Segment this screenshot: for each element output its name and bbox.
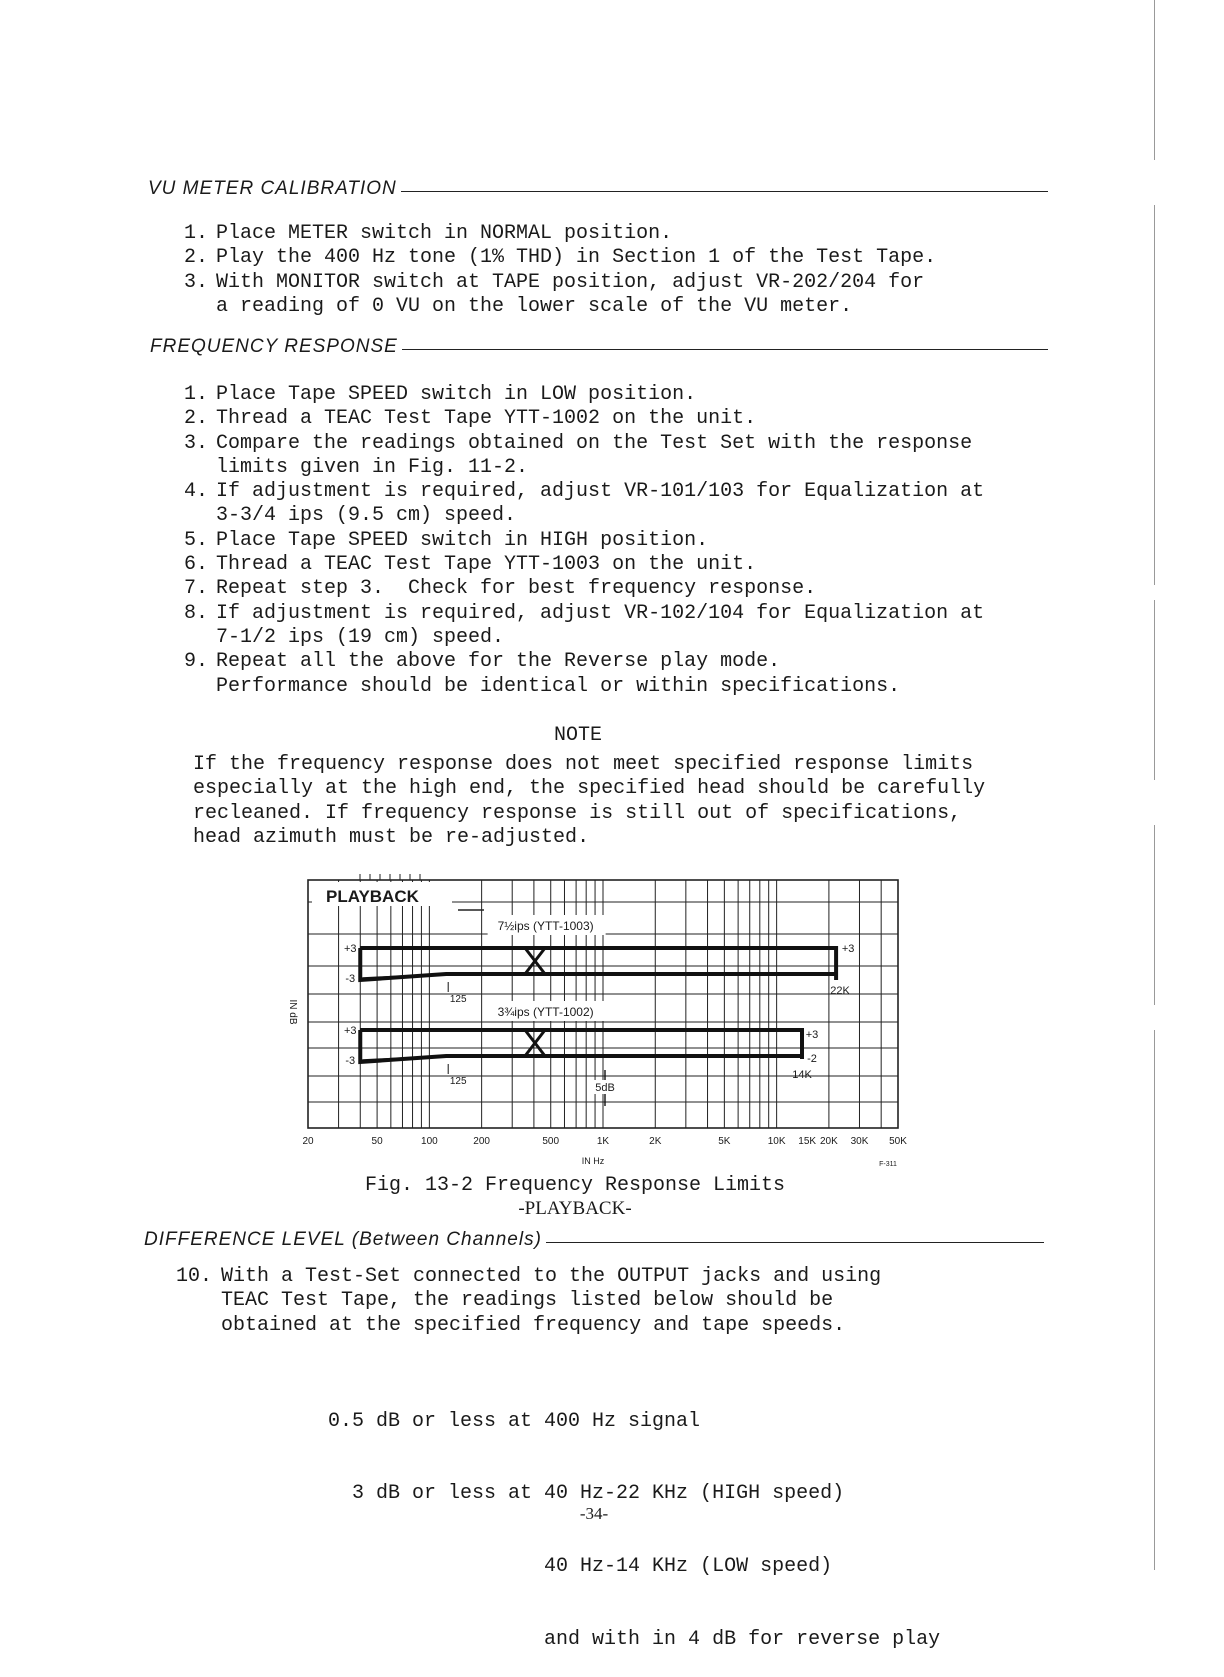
x-tick-label: 20K	[820, 1136, 838, 1147]
item-line: 7-1/2 ips (19 cm) speed.	[216, 625, 505, 649]
item-line: obtained at the specified frequency and tape speeds.	[221, 1313, 846, 1337]
db-label-plus: +3	[343, 1025, 357, 1037]
item-number: 1.	[183, 222, 208, 245]
difference-steps-list	[170, 1265, 1030, 1338]
list-item	[172, 432, 1032, 481]
heading-rule	[546, 1242, 1044, 1243]
item-number: 1.	[183, 383, 208, 406]
list-item	[172, 407, 1032, 431]
list-item	[172, 383, 1032, 407]
figure-caption: Fig. 13-2 Frequency Response Limits	[364, 1174, 786, 1197]
page-number: -34-	[579, 1504, 609, 1523]
item-number: 10.	[175, 1265, 212, 1288]
x-tick-label: 5K	[718, 1136, 731, 1147]
x-tick-label: 50	[371, 1136, 383, 1147]
high-end-label: 22K	[830, 985, 850, 997]
item-line: limits given in Fig. 11-2.	[216, 455, 529, 479]
x-tick-label: 100	[421, 1136, 438, 1147]
note-line: head azimuth must be re-adjusted.	[193, 825, 590, 849]
scale-marker-label: 5dB	[595, 1082, 615, 1094]
item-line: Place Tape SPEED switch in HIGH position.	[216, 528, 709, 552]
item-line: TEAC Test Tape, the readings listed below should be	[221, 1289, 834, 1313]
section-title: VU METER CALIBRATION	[148, 178, 397, 199]
item-number: 7.	[183, 577, 208, 601]
low-corner-label: 125	[449, 994, 467, 1005]
item-line: Compare the readings obtained on the Test Set with the response	[216, 431, 973, 455]
item-line: Place Tape SPEED switch in LOW position.	[216, 383, 697, 406]
item-line: a reading of 0 VU on the lower scale of the VU meter.	[216, 294, 853, 318]
x-tick-label: 20	[302, 1136, 314, 1147]
x-tick-label: 200	[473, 1136, 490, 1147]
note-line: especially at the high end, the specified head should be carefully	[193, 777, 986, 801]
item-line: Performance should be identical or within specifications.	[216, 674, 901, 698]
section-heading-vu-meter	[148, 178, 1048, 200]
x-tick-label: 10K	[767, 1136, 786, 1147]
x-tick-label: 30K	[850, 1136, 869, 1147]
note-title: NOTE	[554, 724, 603, 747]
chart-labels	[287, 882, 907, 1168]
note-line: recleaned. If frequency response is still out of specifications,	[193, 801, 962, 825]
db-label-minus: -3	[345, 973, 356, 985]
x-tick-label: 1K	[596, 1136, 610, 1147]
scan-margin-line	[1154, 1030, 1155, 1570]
section-heading-difference-level	[144, 1229, 1044, 1251]
x-tick-label: 15K	[798, 1136, 817, 1147]
scan-margin-line	[1154, 205, 1155, 585]
note-body	[193, 753, 1013, 850]
db-label-minus: -3	[345, 1055, 356, 1067]
item-number: 9.	[183, 650, 208, 674]
item-number: 6.	[183, 553, 208, 577]
list-item	[172, 246, 1032, 270]
list-item	[172, 271, 1032, 320]
list-item	[172, 222, 1032, 246]
scan-margin-line	[1154, 600, 1155, 780]
frequency-response-chart	[270, 872, 920, 1172]
high-end-label: 14K	[792, 1069, 812, 1081]
chart-title: PLAYBACK	[326, 887, 419, 906]
list-item	[172, 577, 1032, 601]
high-db-label: +3	[841, 943, 855, 955]
item-line: Place METER switch in NORMAL position.	[216, 222, 673, 245]
vu-steps-list	[172, 222, 1032, 319]
spec-line: and with in 4 dB for reverse play	[328, 1628, 941, 1652]
spec-line: 40 Hz-14 KHz (LOW speed)	[328, 1555, 833, 1579]
item-number: 2.	[183, 246, 208, 270]
item-number: 3.	[183, 431, 208, 455]
item-number: 4.	[183, 480, 208, 504]
item-line: If adjustment is required, adjust VR-101/103 for Equalization at	[216, 480, 985, 504]
list-item	[172, 480, 1032, 529]
item-line: 3-3/4 ips (9.5 cm) speed.	[216, 504, 517, 528]
heading-rule	[402, 349, 1048, 350]
figure-code: F-311	[879, 1161, 897, 1168]
item-number: 5.	[183, 528, 208, 552]
section-heading-frequency-response	[150, 336, 1048, 358]
list-item	[170, 1265, 1030, 1338]
item-line: Repeat step 3. Check for best frequency response.	[216, 577, 817, 601]
x-tick-label: 500	[542, 1136, 560, 1147]
item-line: With a Test-Set connected to the OUTPUT jacks and using	[221, 1265, 882, 1288]
item-number: 2.	[183, 407, 208, 431]
note-line: If the frequency response does not meet specified response limits	[193, 753, 974, 776]
scan-margin-line	[1154, 0, 1155, 160]
list-item	[172, 529, 1032, 553]
series-label: 3¾ips (YTT-1002)	[497, 1005, 594, 1019]
spec-line: 3 dB or less at 40 Hz-22 KHz (HIGH speed)	[328, 1482, 845, 1506]
y-axis-label: IN dB	[287, 999, 298, 1025]
list-item	[172, 650, 1032, 699]
figure-subcaption: -PLAYBACK-	[518, 1198, 632, 1219]
series-label: 7½ips (YTT-1003)	[497, 919, 594, 933]
item-line: With MONITOR switch at TAPE position, adjust VR-202/204 for	[216, 270, 925, 294]
x-tick-label: 2K	[649, 1136, 662, 1147]
item-number: 3.	[183, 270, 208, 294]
x-tick-label: 50K	[889, 1136, 907, 1147]
list-item	[172, 602, 1032, 651]
high-minus-label: -2	[807, 1053, 817, 1065]
spec-line: 0.5 dB or less at 400 Hz signal	[328, 1409, 701, 1433]
x-axis-label: IN Hz	[581, 1156, 605, 1166]
high-plus-label: +3	[805, 1029, 819, 1041]
list-item	[172, 553, 1032, 577]
item-line: Thread a TEAC Test Tape YTT-1003 on the unit.	[216, 553, 757, 577]
db-label-plus: +3	[343, 943, 357, 955]
item-line: If adjustment is required, adjust VR-102/104 for Equalization at	[216, 601, 985, 625]
item-number: 8.	[183, 601, 208, 625]
item-line: Play the 400 Hz tone (1% THD) in Section 1 of the Test Tape.	[216, 246, 937, 270]
item-line: Repeat all the above for the Reverse play mode.	[216, 650, 781, 674]
scan-margin-line	[1154, 825, 1155, 1005]
section-title: DIFFERENCE LEVEL (Between Channels)	[144, 1229, 542, 1250]
frequency-steps-list	[172, 383, 1032, 699]
item-line: Thread a TEAC Test Tape YTT-1002 on the unit.	[216, 407, 757, 431]
section-title: FREQUENCY RESPONSE	[150, 336, 398, 357]
low-corner-label: 125	[449, 1076, 467, 1087]
heading-rule	[401, 191, 1048, 192]
